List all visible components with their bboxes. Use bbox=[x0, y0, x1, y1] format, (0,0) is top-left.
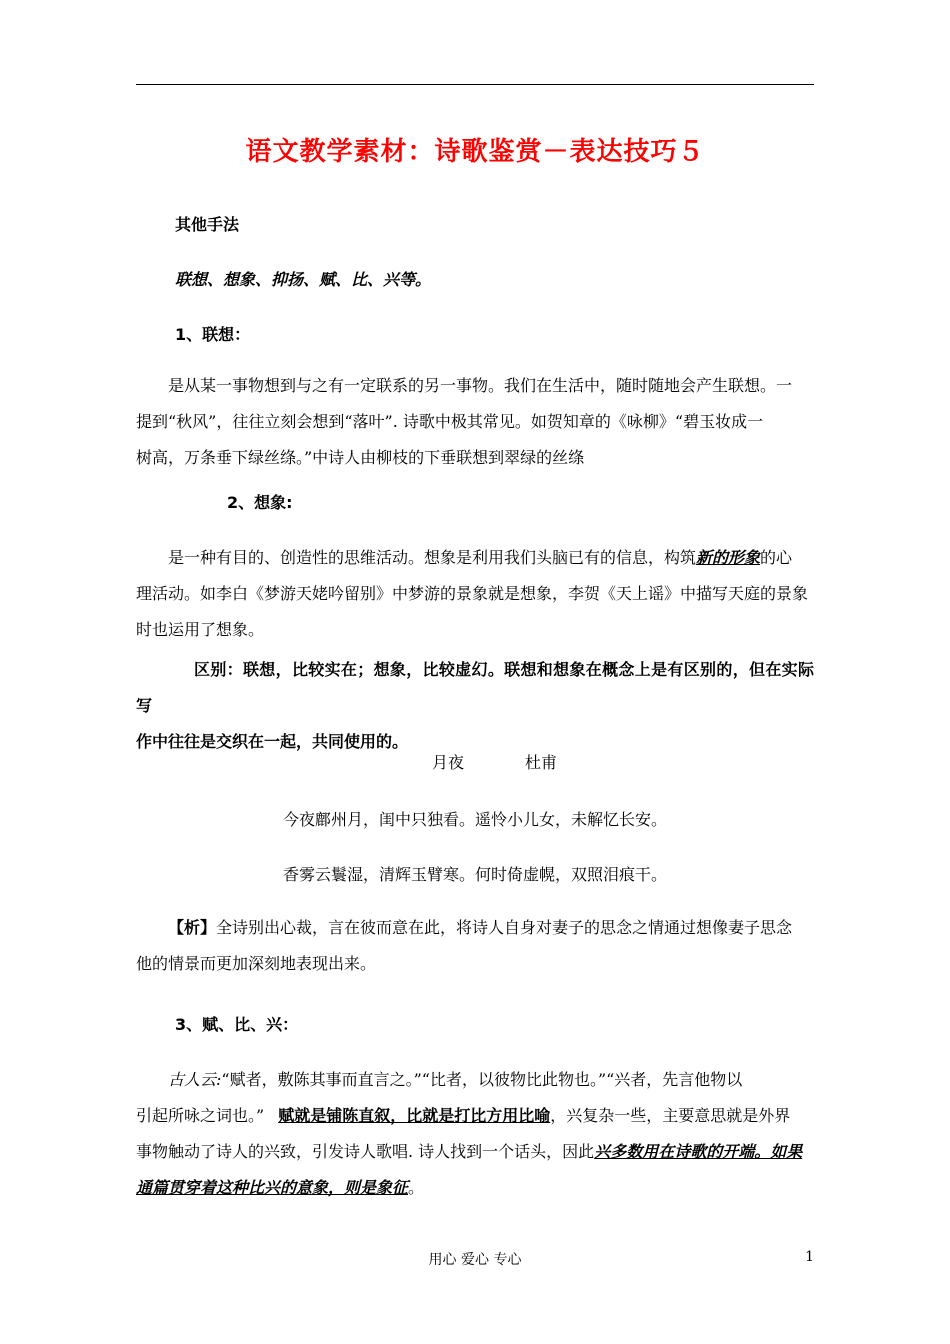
paragraph-line: 提到“秋风”，往往立刻会想到“落叶”. 诗歌中极其常见。如贺知章的《咏柳》“碧玉妆成一 bbox=[136, 412, 764, 431]
document-title: 语文教学素材：诗歌鉴赏－表达技巧５ bbox=[245, 137, 705, 167]
techniques-list: 联想、想象、抑扬、赋、比、兴等。 bbox=[175, 270, 432, 289]
emphasis-new-image: 新的形象 bbox=[696, 548, 761, 567]
text-run: “赋者，敷陈其事而直言之。”“比者，以彼物比此物也。”“兴者，先言他物以 bbox=[221, 1070, 743, 1089]
paragraph-line: 是从某一事物想到与之有一定联系的另一事物。我们在生活中，随时随地会产生联想。一 bbox=[168, 376, 793, 395]
page-number: 1 bbox=[805, 1249, 814, 1265]
text-run: 是一种有目的、创造性的思维活动。想象是利用我们头脑已有的信息，构筑 bbox=[168, 548, 697, 567]
header-rule bbox=[136, 84, 814, 85]
text-run: 古人云: bbox=[168, 1070, 222, 1089]
paragraph-line: 作中往往是交织在一起，共同使用的。 bbox=[136, 732, 409, 751]
paragraph-line bbox=[136, 1170, 814, 1206]
paragraph-line: 时也运用了想象。 bbox=[136, 620, 265, 639]
heading-fu-bi-xing: 3、赋、比、兴： bbox=[175, 1015, 299, 1034]
text-run: 事物触动了诗人的兴致，引发诗人歌唱. 诗人找到一个话头，因此 bbox=[136, 1142, 595, 1161]
paragraph-line: 理活动。如李白《梦游天姥吟留别》中梦游的景象就是想象，李贺《天上谣》中描写天庭的景象 bbox=[136, 584, 809, 603]
paragraph-analysis bbox=[136, 910, 814, 982]
text-run: 。 bbox=[408, 1178, 425, 1197]
poem-line-2: 香雾云鬟湿，清辉玉臂寒。何时倚虚幌，双照泪痕干。 bbox=[282, 865, 667, 884]
paragraph-line bbox=[136, 540, 814, 576]
poem-line-1: 今夜鄜州月，闺中只独看。遥怜小儿女，未解忆长安。 bbox=[282, 810, 667, 829]
paragraph-line: 区别：联想，比较实在；想象，比较虚幻。联想和想象在概念上是有区别的，但在实际写 bbox=[136, 660, 814, 715]
paragraph-line: 树高，万条垂下绿丝绦。”中诗人由柳枝的下垂联想到翠绿的丝绦 bbox=[136, 448, 585, 467]
poem-title: 月夜 bbox=[432, 753, 465, 772]
emphasis-xing: 兴多数用在诗歌的开端。如果 bbox=[594, 1142, 803, 1161]
paragraph-line bbox=[136, 1062, 814, 1098]
section-heading: 其他手法 bbox=[175, 215, 240, 234]
emphasis-symbol: 通篇贯穿着这种比兴的意象，则是象征 bbox=[136, 1178, 409, 1197]
poem-author: 杜甫 bbox=[525, 753, 558, 772]
paragraph-imagination bbox=[136, 540, 814, 648]
text-run: 全诗别出心裁，言在彼而意在此，将诗人自身对妻子的思念之情通过想像妻子思念 bbox=[216, 918, 793, 937]
paragraph-difference bbox=[136, 652, 814, 760]
paragraph-fu-bi-xing bbox=[136, 1062, 814, 1206]
heading-association: 1、联想： bbox=[175, 325, 251, 344]
paragraph-line: 他的情景而更加深刻地表现出来。 bbox=[136, 954, 377, 973]
paragraph-line bbox=[136, 1134, 814, 1170]
text-run: 引起所咏之词也。” bbox=[136, 1106, 265, 1125]
footer-motto: 用心 爱心 专心 bbox=[428, 1252, 522, 1268]
text-run: ，兴复杂一些，主要意思就是外界 bbox=[550, 1106, 791, 1125]
paragraph-association bbox=[136, 368, 814, 476]
paragraph-line bbox=[136, 1098, 814, 1134]
emphasis-fu-bi: 赋就是铺陈直叙，比就是打比方用比喻 bbox=[278, 1106, 551, 1125]
heading-imagination: 2、想象: bbox=[227, 493, 293, 512]
text-run: 的心 bbox=[760, 548, 793, 567]
paragraph-line bbox=[136, 910, 814, 946]
analysis-tag: 【析】 bbox=[168, 918, 217, 937]
